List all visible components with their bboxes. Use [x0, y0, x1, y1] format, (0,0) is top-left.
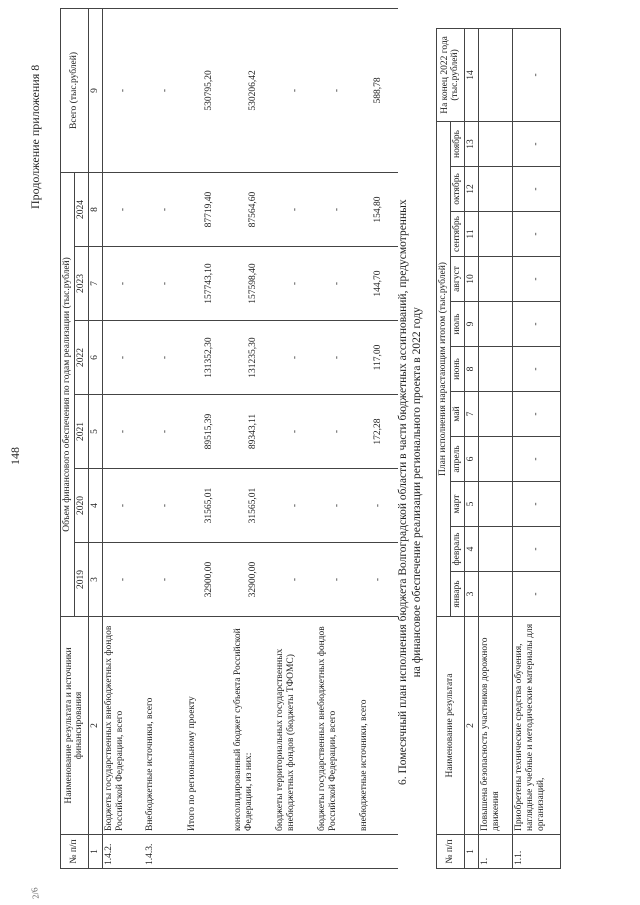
- header-month: март: [450, 482, 464, 527]
- margin-handwritten-mark: 2/6: [29, 886, 41, 900]
- row-number: 1.1.: [512, 835, 560, 869]
- header-volume: Объем финансового обеспечения по годам реализации (тыс.рублей): [61, 172, 75, 616]
- section-6-title: [396, 199, 425, 785]
- row-value: [478, 212, 512, 257]
- header-end: На конец 2022 года (тыс.рублей): [437, 28, 465, 121]
- row-name: Итого по региональному проекту: [186, 617, 232, 835]
- header-year: 2022: [74, 321, 88, 395]
- row-number: [358, 835, 398, 869]
- header-name: Наименование результата и источники финансирования: [61, 617, 89, 835]
- row-value: -: [512, 302, 560, 347]
- row-number: [232, 835, 274, 869]
- header-month: май: [450, 392, 464, 437]
- table-row: [358, 8, 398, 868]
- row-value: -: [512, 28, 560, 121]
- header-month: июль: [450, 302, 464, 347]
- row-value: 32900,00: [186, 543, 232, 617]
- row-number: 1.4.2.: [102, 835, 144, 869]
- table-row: [478, 28, 512, 868]
- col-number: 6: [464, 437, 478, 482]
- row-value: -: [102, 8, 144, 172]
- col-number: 8: [88, 172, 102, 246]
- row-name: внебюджетные источники, всего: [358, 617, 398, 835]
- row-value: 157598,40: [232, 247, 274, 321]
- col-number: 12: [464, 167, 478, 212]
- column-number-row: [464, 28, 478, 868]
- col-number: 4: [88, 469, 102, 543]
- row-value: 131352,30: [186, 321, 232, 395]
- row-value: -: [512, 212, 560, 257]
- header-year: 2020: [74, 469, 88, 543]
- col-number: 13: [464, 121, 478, 166]
- header-name: Наименование результата: [437, 617, 465, 835]
- row-value: -: [512, 167, 560, 212]
- table-row: [102, 8, 144, 868]
- col-number: 7: [88, 247, 102, 321]
- header-year: 2019: [74, 543, 88, 617]
- row-value: 144,70: [358, 247, 398, 321]
- row-value: -: [144, 395, 186, 469]
- table-row: [144, 8, 186, 868]
- row-value: -: [316, 469, 358, 543]
- col-number: 7: [464, 392, 478, 437]
- table-row: [316, 8, 358, 868]
- row-number: [186, 835, 232, 869]
- col-number: 8: [464, 347, 478, 392]
- table-row: [186, 8, 232, 868]
- row-number: 1.4.3.: [144, 835, 186, 869]
- row-value: -: [512, 392, 560, 437]
- row-value: -: [512, 527, 560, 572]
- row-value: -: [274, 395, 316, 469]
- col-number: 3: [464, 572, 478, 617]
- row-value: -: [102, 543, 144, 617]
- col-number: 10: [464, 257, 478, 302]
- row-name: Приобретены технические средства обучения, наглядные учебные и методические материалы для организаций,: [512, 617, 560, 835]
- row-value: 87719,40: [186, 172, 232, 246]
- row-value: -: [274, 172, 316, 246]
- col-number: 6: [88, 321, 102, 395]
- row-value: [478, 437, 512, 482]
- row-number: 1.: [478, 835, 512, 869]
- header-month: апрель: [450, 437, 464, 482]
- row-value: 157743,10: [186, 247, 232, 321]
- appendix-label: Продолжение приложения 8: [28, 64, 42, 209]
- row-value: 154,80: [358, 172, 398, 246]
- section-6-line1: 6. Помесячный план исполнения бюджета Волгоградской области в части бюджетных ассигнований, предусмотренных: [397, 199, 409, 785]
- row-value: -: [512, 482, 560, 527]
- table-header-row: [437, 28, 451, 868]
- financing-table: [60, 8, 398, 869]
- row-value: -: [512, 121, 560, 166]
- header-num: № п/п: [437, 835, 465, 869]
- header-month: февраль: [450, 527, 464, 572]
- col-number: 5: [464, 482, 478, 527]
- section-6-line2: на финансовое обеспечение реализации регионального проекта в 2022 году: [411, 307, 424, 678]
- row-value: 89515,39: [186, 395, 232, 469]
- table-header-row: [61, 8, 75, 868]
- row-value: -: [144, 247, 186, 321]
- row-value: -: [274, 8, 316, 172]
- table-row: [274, 8, 316, 868]
- page-number: 148: [8, 447, 22, 465]
- row-value: 31565,01: [232, 469, 274, 543]
- row-value: [478, 302, 512, 347]
- header-month: сентябрь: [450, 212, 464, 257]
- row-name: бюджеты государственных внебюджетных фондов Российской Федерации, всего: [316, 617, 358, 835]
- row-value: [478, 28, 512, 121]
- row-value: [478, 257, 512, 302]
- col-number: 11: [464, 212, 478, 257]
- col-number: 5: [88, 395, 102, 469]
- row-value: [478, 167, 512, 212]
- col-number: 2: [464, 617, 478, 835]
- row-value: -: [316, 321, 358, 395]
- header-month: январь: [450, 572, 464, 617]
- row-value: 31565,01: [186, 469, 232, 543]
- row-value: -: [316, 395, 358, 469]
- header-month: август: [450, 257, 464, 302]
- col-number: 9: [464, 302, 478, 347]
- row-value: 530795,20: [186, 8, 232, 172]
- row-value: -: [512, 347, 560, 392]
- row-value: [478, 121, 512, 166]
- row-value: 172,28: [358, 395, 398, 469]
- row-value: 32900,00: [232, 543, 274, 617]
- row-value: 588,78: [358, 8, 398, 172]
- header-plan: План исполнения нарастающим итогом (тыс.рублей): [437, 121, 451, 616]
- row-value: 89343,11: [232, 395, 274, 469]
- row-value: -: [144, 8, 186, 172]
- row-number: [274, 835, 316, 869]
- row-value: -: [144, 321, 186, 395]
- row-value: -: [512, 437, 560, 482]
- row-value: [478, 527, 512, 572]
- row-value: -: [102, 247, 144, 321]
- row-value: 87564,60: [232, 172, 274, 246]
- column-number-row: [88, 8, 102, 868]
- row-number: [316, 835, 358, 869]
- col-number: 4: [464, 527, 478, 572]
- row-value: -: [358, 469, 398, 543]
- monthly-plan-body: [478, 28, 560, 868]
- row-value: -: [274, 469, 316, 543]
- header-total: Всего (тыс.рублей): [61, 8, 89, 172]
- table-row: [512, 28, 560, 868]
- table-row: [232, 8, 274, 868]
- row-value: 131235,30: [232, 321, 274, 395]
- financing-table-body: [102, 8, 398, 868]
- row-value: -: [144, 469, 186, 543]
- header-num: № п/п: [61, 835, 89, 869]
- row-value: 117,00: [358, 321, 398, 395]
- header-year: 2023: [74, 247, 88, 321]
- row-value: -: [102, 395, 144, 469]
- col-number: 14: [464, 28, 478, 121]
- row-value: -: [358, 543, 398, 617]
- row-value: -: [274, 321, 316, 395]
- row-value: -: [274, 247, 316, 321]
- row-value: -: [316, 172, 358, 246]
- col-number: 3: [88, 543, 102, 617]
- row-value: [478, 347, 512, 392]
- row-value: -: [316, 543, 358, 617]
- header-month: ноябрь: [450, 121, 464, 166]
- header-year: 2021: [74, 395, 88, 469]
- row-name: консолидированный бюджет субъекта Российской Федерации, из них:: [232, 617, 274, 835]
- row-value: [478, 482, 512, 527]
- row-value: -: [512, 257, 560, 302]
- row-name: Бюджеты государственных внебюджетных фондов Российской Федерации, всего: [102, 617, 144, 835]
- row-value: -: [102, 469, 144, 543]
- col-number: 1: [464, 835, 478, 869]
- row-value: 530206,42: [232, 8, 274, 172]
- col-number: 2: [88, 617, 102, 835]
- row-name: Внебюджетные источники, всего: [144, 617, 186, 835]
- row-value: -: [102, 172, 144, 246]
- row-value: -: [316, 247, 358, 321]
- header-year: 2024: [74, 172, 88, 246]
- col-number: 9: [88, 8, 102, 172]
- row-value: -: [144, 172, 186, 246]
- header-month: июнь: [450, 347, 464, 392]
- row-value: -: [512, 572, 560, 617]
- row-value: -: [274, 543, 316, 617]
- row-value: -: [102, 321, 144, 395]
- header-month: октябрь: [450, 167, 464, 212]
- row-name: Повышена безопасность участников дорожного движения: [478, 617, 512, 835]
- row-name: бюджеты территориальных государственных внебюджетных фондов (бюджеты ТФОМС): [274, 617, 316, 835]
- row-value: -: [144, 543, 186, 617]
- monthly-plan-table: [436, 28, 561, 869]
- row-value: -: [316, 8, 358, 172]
- row-value: [478, 572, 512, 617]
- row-value: [478, 392, 512, 437]
- col-number: 1: [88, 835, 102, 869]
